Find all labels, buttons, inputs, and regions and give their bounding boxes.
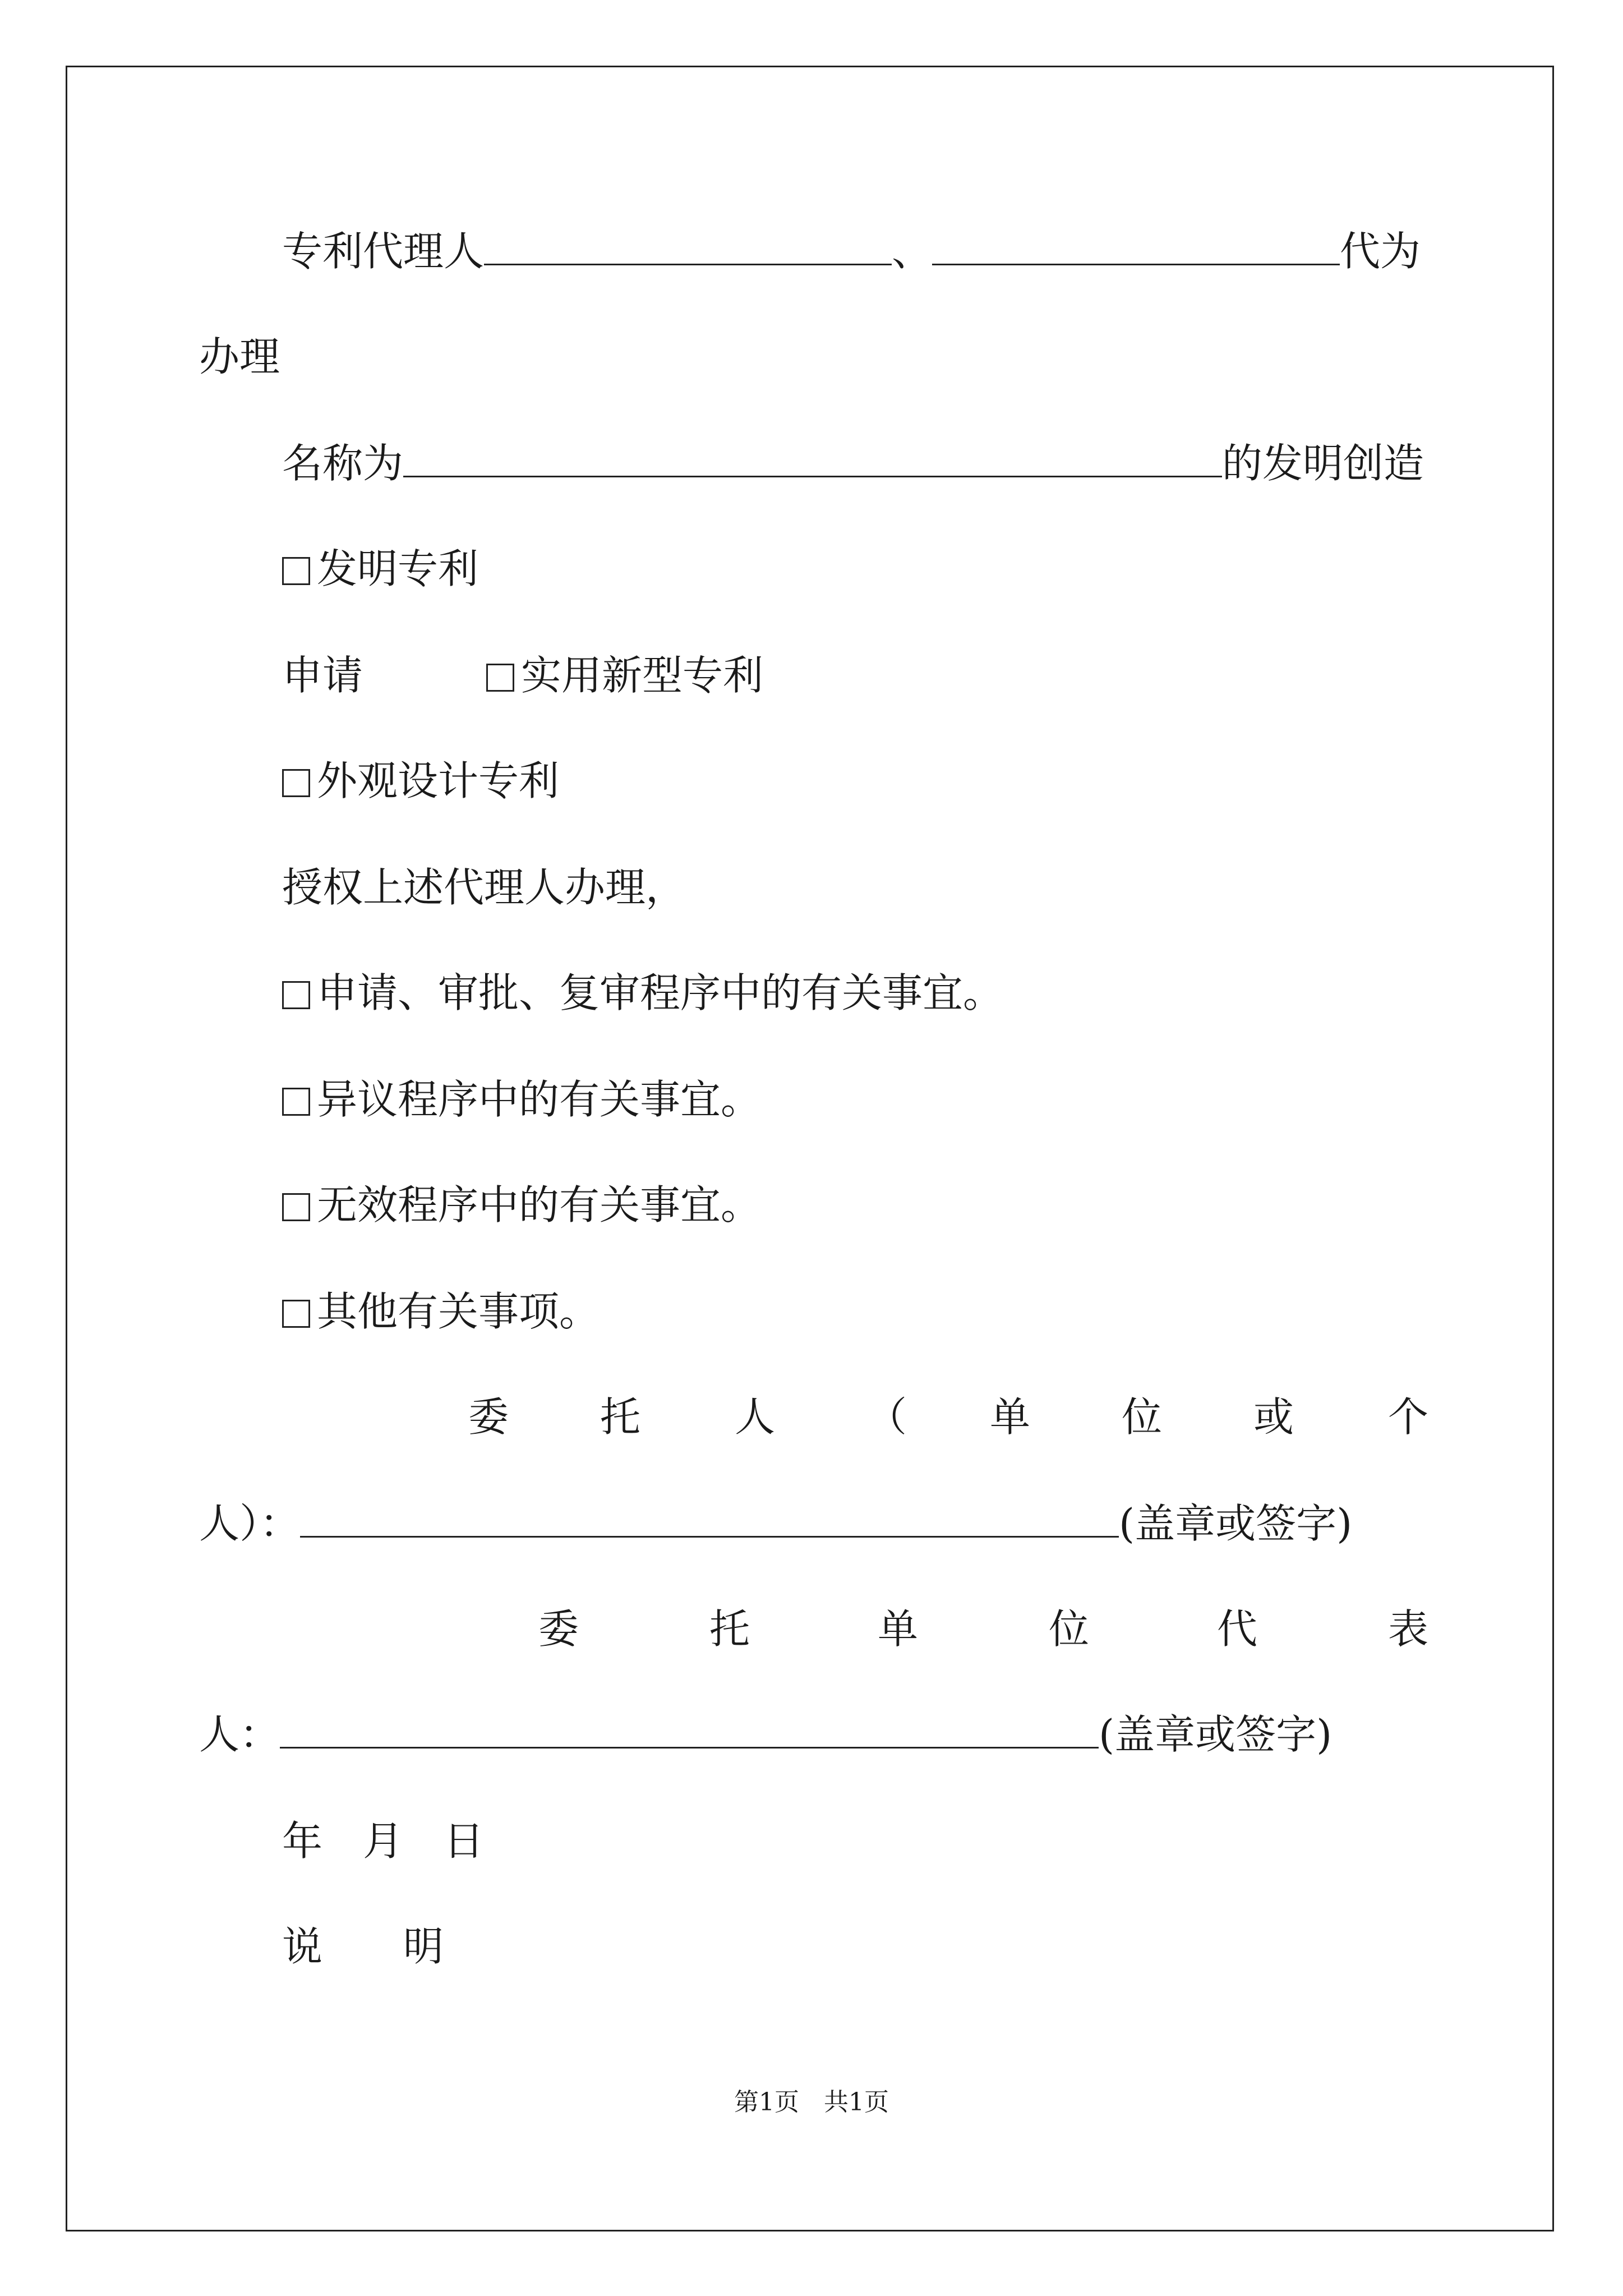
representative-char: 委 bbox=[538, 1605, 579, 1653]
checkbox-invention[interactable] bbox=[282, 557, 310, 585]
matter-item[interactable] bbox=[282, 1285, 600, 1338]
matter-label: 其他有关事项。 bbox=[317, 1288, 600, 1335]
checkbox-utility-model[interactable] bbox=[486, 664, 514, 692]
matter-label: 无效程序中的有关事宜。 bbox=[317, 1181, 762, 1228]
checkbox-design[interactable] bbox=[282, 769, 310, 797]
representative-blank[interactable] bbox=[280, 1710, 1099, 1749]
agent-1-blank[interactable] bbox=[484, 227, 892, 265]
representative-signature-line bbox=[199, 1708, 1332, 1761]
principal-char: 或 bbox=[1253, 1393, 1294, 1441]
option-utility-model[interactable] bbox=[486, 648, 763, 702]
principal-prefix: 人）： bbox=[199, 1500, 301, 1547]
principal-blank[interactable] bbox=[300, 1499, 1119, 1538]
matter-item[interactable] bbox=[282, 1178, 761, 1232]
principal-seal-note: (盖章或签字) bbox=[1119, 1500, 1353, 1547]
apply-label: 申请 bbox=[282, 652, 363, 699]
principal-char: 托 bbox=[600, 1393, 641, 1441]
option-design-label: 外观设计专利 bbox=[317, 757, 560, 804]
matter-item[interactable] bbox=[282, 1073, 761, 1126]
checkbox-matter[interactable] bbox=[282, 1088, 310, 1116]
notes-heading: 说 明 bbox=[282, 1923, 444, 1970]
page-number-footer: 第1页 共1页 bbox=[734, 2088, 889, 2116]
authorize-text: 授权上述代理人办理， bbox=[282, 864, 686, 911]
principal-signature-line bbox=[199, 1497, 1352, 1550]
agents-line-continuation: 办理 bbox=[199, 333, 280, 380]
matter-label: 申请、审批、复审程序中的有关事宜。 bbox=[317, 969, 1004, 1016]
principal-char: 委 bbox=[468, 1393, 509, 1441]
representative-char: 表 bbox=[1388, 1605, 1429, 1653]
agents-suffix: 代为 bbox=[1340, 228, 1421, 275]
principal-char: 个 bbox=[1388, 1393, 1429, 1441]
date-line: 年 月 日 bbox=[282, 1818, 485, 1865]
invention-name-blank[interactable] bbox=[403, 439, 1222, 477]
representative-prefix: 人： bbox=[199, 1711, 280, 1758]
name-suffix: 的发明创造 bbox=[1222, 440, 1424, 487]
representative-char: 托 bbox=[709, 1605, 750, 1653]
invention-name-line bbox=[282, 436, 1424, 490]
matter-item[interactable] bbox=[282, 966, 1003, 1020]
principal-char: 人 bbox=[735, 1393, 776, 1441]
representative-char: 单 bbox=[878, 1605, 919, 1653]
representative-label bbox=[0, 1602, 1623, 1656]
representative-char: 位 bbox=[1049, 1605, 1090, 1653]
principal-char: 位 bbox=[1122, 1393, 1163, 1441]
principal-char: 单 bbox=[990, 1393, 1031, 1441]
checkbox-matter[interactable] bbox=[282, 981, 310, 1009]
agents-line bbox=[282, 224, 1421, 278]
agents-separator: 、 bbox=[892, 228, 933, 275]
matter-label: 异议程序中的有关事宜。 bbox=[317, 1076, 762, 1123]
agent-2-blank[interactable] bbox=[932, 227, 1340, 265]
option-invention[interactable] bbox=[282, 542, 478, 596]
option-utility-model-label: 实用新型专利 bbox=[521, 652, 764, 699]
agents-prefix: 专利代理人 bbox=[282, 228, 485, 275]
principal-label bbox=[0, 1390, 1623, 1444]
representative-char: 代 bbox=[1217, 1605, 1258, 1653]
page-border bbox=[66, 66, 1554, 2231]
representative-seal-note: (盖章或签字) bbox=[1099, 1711, 1332, 1758]
checkbox-matter[interactable] bbox=[282, 1193, 310, 1221]
option-design[interactable] bbox=[282, 754, 559, 808]
option-invention-label: 发明专利 bbox=[317, 545, 479, 592]
checkbox-matter[interactable] bbox=[282, 1300, 310, 1328]
principal-char: （ bbox=[866, 1393, 907, 1441]
name-prefix: 名称为 bbox=[282, 440, 404, 487]
